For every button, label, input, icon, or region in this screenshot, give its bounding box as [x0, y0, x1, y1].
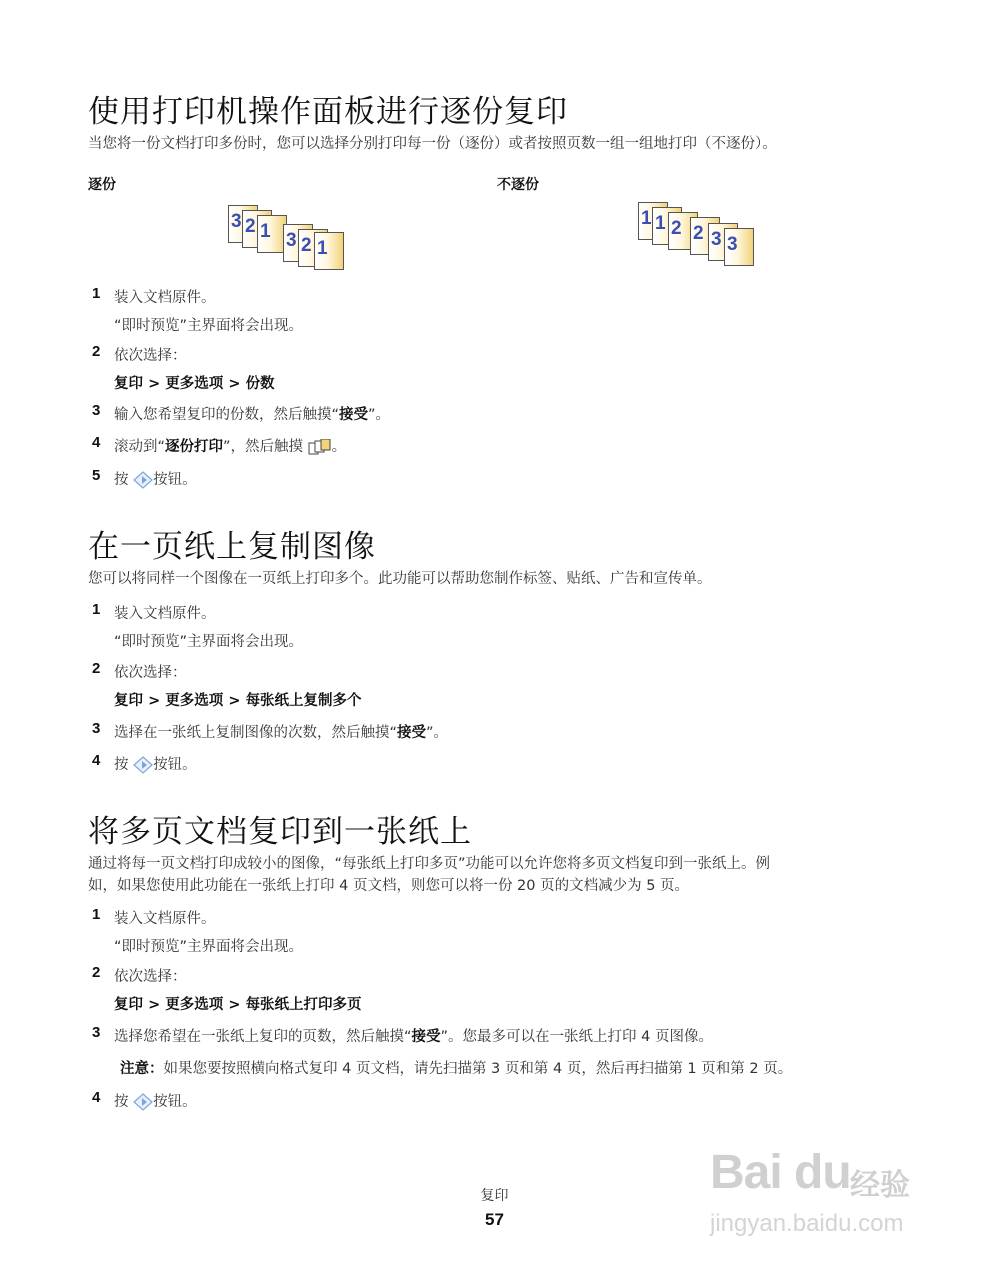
footer-section-label: 复印	[480, 1188, 509, 1204]
sheet: 2	[690, 217, 720, 255]
step-text: 选择您希望在一张纸上复印的页数，然后触摸“接受”。您最多可以在一张纸上打印 4 页图像。	[114, 1029, 713, 1045]
step-text: 装入文档原件。	[114, 911, 216, 927]
section-intro: 当您将一份文档打印多份时，您可以选择分别打印每一份（逐份）或者按照页数一组一组地打印（不逐份）。	[88, 136, 777, 152]
note: 注意：如果您要按照横向格式复印 4 页文档，请先扫描第 3 页和第 4 页，然后再扫描第 1 页和第 2 页。	[120, 1061, 793, 1077]
step-number: 4	[92, 434, 101, 451]
baidu-watermark	[700, 1140, 940, 1250]
copy-icon	[308, 439, 332, 455]
step-text: 装入文档原件。	[114, 290, 216, 306]
step-text: 依次选择：	[114, 665, 187, 681]
sheet: 2	[298, 229, 328, 267]
step-subtext: “即时预览”主界面将会出现。	[114, 939, 304, 955]
step-subtext: “即时预览”主界面将会出现。	[114, 634, 304, 650]
step-number: 4	[92, 752, 101, 769]
page-number: 57	[485, 1210, 504, 1229]
step-number: 1	[92, 601, 101, 618]
sheet: 1	[652, 207, 682, 245]
sheet: 1	[314, 232, 344, 270]
step-text: 输入您希望复印的份数，然后触摸“接受”。	[114, 407, 391, 423]
sheet: 2	[242, 210, 272, 248]
step-number: 1	[92, 906, 101, 923]
step-number: 3	[92, 402, 101, 419]
step-text: 装入文档原件。	[114, 606, 216, 622]
collate-label: 逐份	[88, 177, 116, 193]
step-subtext: “即时预览”主界面将会出现。	[114, 318, 304, 334]
step-text: 按 按钮。	[114, 1094, 197, 1110]
step-number: 2	[92, 964, 101, 981]
sheet: 3	[283, 224, 313, 262]
step-text: 按 按钮。	[114, 757, 197, 773]
step-text: 依次选择：	[114, 348, 187, 364]
step-text: 滚动到“逐份打印”，然后触摸 。	[114, 439, 347, 455]
menu-path: 复印 > 更多选项 > 份数	[114, 376, 275, 392]
sheet: 3	[708, 223, 738, 261]
step-number: 3	[92, 1024, 101, 1041]
start-button-icon	[133, 756, 153, 774]
menu-path: 复印 > 更多选项 > 每张纸上复制多个	[114, 693, 362, 709]
section-intro: 您可以将同样一个图像在一页纸上打印多个。此功能可以帮助您制作标签、贴纸、广告和宣传单。	[88, 571, 712, 587]
step-number: 1	[92, 285, 101, 302]
step-number: 3	[92, 720, 101, 737]
step-number: 4	[92, 1089, 101, 1106]
sheet: 1	[257, 215, 287, 253]
sheet: 1	[638, 202, 668, 240]
watermark-logo: Bai du	[710, 1146, 851, 1199]
sheet: 2	[668, 212, 698, 250]
step-text: 选择在一张纸上复制图像的次数，然后触摸“接受”。	[114, 725, 449, 741]
step-text: 依次选择：	[114, 969, 187, 985]
section-intro: 通过将每一页文档打印成较小的图像，“每张纸上打印多页”功能可以允许您将多页文档复印到一张纸上。例 如，如果您使用此功能在一张纸上打印 4 页文档，则您可以将一份 20 页的文档减少为 5 页。	[88, 856, 771, 894]
section-title-multiple-images: 在一页纸上复制图像	[88, 529, 376, 565]
nocollate-label: 不逐份	[497, 177, 539, 193]
menu-path: 复印 > 更多选项 > 每张纸上打印多页	[114, 997, 362, 1013]
section-title-collate: 使用打印机操作面板进行逐份复印	[88, 94, 568, 130]
sheet: 3	[228, 205, 258, 243]
watermark-product: 经验	[850, 1168, 910, 1203]
start-button-icon	[133, 1093, 153, 1111]
step-number: 2	[92, 343, 101, 360]
collate-illustration	[228, 205, 352, 269]
start-button-icon	[133, 471, 153, 489]
section-title-multiple-pages: 将多页文档复印到一张纸上	[88, 814, 472, 850]
nocollate-illustration	[638, 202, 762, 266]
watermark-url: jingyan.baidu.com	[710, 1210, 904, 1237]
step-number: 5	[92, 467, 101, 484]
sheet: 3	[724, 228, 754, 266]
step-text: 按 按钮。	[114, 472, 197, 488]
step-number: 2	[92, 660, 101, 677]
